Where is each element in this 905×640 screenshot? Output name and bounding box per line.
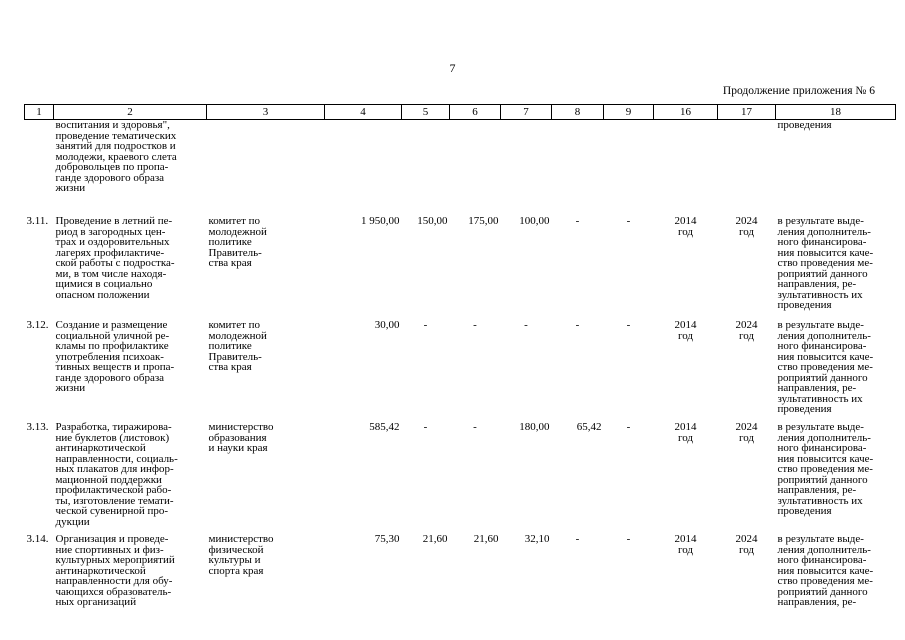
row-col7: 100,00 [519,215,550,227]
col-header-4: 4 [325,105,402,120]
col-header-7: 7 [501,105,552,120]
col-header-2: 2 [54,105,207,120]
row-col7: 32,10 [524,533,550,545]
row-start-cell [654,422,718,534]
row-name-cell [54,120,207,217]
row-col5: 21,60 [422,533,448,545]
row-start-year: 2014 год [674,421,697,444]
row-col5 [402,120,450,217]
row-end-cell [718,534,776,624]
row-result: в результате выде- ления дополнитель- ного финансирова- ния повысится каче- ство проведения ме- роприятий данного направления, ре- зультативность их проведения [777,215,874,311]
row-col9: - [626,215,631,227]
col-header-9: 9 [604,105,654,120]
row-result-cell [776,320,896,422]
row-start-year: 2014 год [674,533,697,556]
row-col6: - [473,319,477,331]
row-col7 [501,120,552,217]
table-row [25,422,896,534]
row-result-cell [776,216,896,320]
row-end-cell [718,216,776,320]
row-total: 30,00 [374,319,400,331]
row-col5: - [423,319,428,331]
row-col8: - [575,215,580,227]
row-start-cell [654,120,718,217]
table-row [25,534,896,624]
row-col6: 175,00 [468,215,499,227]
row-executor-cell [207,422,325,534]
row-name-cell [54,320,207,422]
row-name: Проведение в летний пе- риод в загородных цен- трах и оздоровительных лагерях профилактиче- ской работы с подростка- ми, в том числе находя- щимися в социально опасном положении [55,215,175,301]
row-end-cell [718,422,776,534]
row-col9: - [626,421,631,433]
col-header-8: 8 [552,105,604,120]
col-header-18: 18 [776,105,896,120]
row-col9: - [626,533,631,545]
row-start-cell [654,534,718,624]
row-executor: комитет по молодежной политике Правитель- ства края [208,215,267,269]
col-header-5: 5 [402,105,450,120]
row-end-year: 2024 год [735,421,758,444]
row-result: в результате выде- ления дополнитель- ного финансирова- ния повысится каче- ство проведения ме- роприятий данного направления, ре- зультативность их проведения [777,319,874,415]
row-name-cell [54,422,207,534]
row-executor: министерство образования и науки края [208,421,274,454]
row-total [325,120,402,217]
table-row [25,216,896,320]
row-col7: - [524,319,528,331]
row-number: 3.12. [26,319,49,331]
col-header-16: 16 [654,105,718,120]
continuation-label: Продолжение приложения № 6 [722,85,875,97]
row-executor-cell [207,320,325,422]
table-row [25,120,896,217]
row-total: 1 950,00 [361,215,400,227]
row-number: 3.11. [26,215,49,227]
row-col7: 180,00 [519,421,550,433]
row-executor: министерство физической культуры и спорта края [208,533,274,577]
row-number [25,120,54,217]
row-name: Организация и проведе- ние спортивных и физ- культурных мероприятий антинаркотической направленности для обу- чающихся образователь- ных организаций [55,533,175,608]
row-col8: 65,42 [576,421,602,433]
row-col5: 150,00 [417,215,448,227]
row-number: 3.13. [26,421,49,433]
row-end-year: 2024 год [735,215,758,238]
row-col6: 21,60 [473,533,499,545]
row-name: Создание и размещение социальной уличной ре- кламы по профилактике употребления психоак- тивных веществ и пропа- ганде здорового образа жизни [55,319,175,394]
row-executor-cell [207,120,325,217]
row-end-cell [718,120,776,217]
row-result-cell [776,120,896,217]
row-start-cell [654,320,718,422]
row-col8: - [575,319,580,331]
row-col9 [604,120,654,217]
row-end-cell [718,320,776,422]
row-number: 3.14. [26,533,49,545]
col-header-6: 6 [450,105,501,120]
row-result: в результате выде- ления дополнитель- ного финансирова- ния повысится каче- ство проведения ме- роприятий данного направления, ре- [777,533,874,608]
row-name-cell [54,216,207,320]
row-total: 585,42 [369,421,400,433]
row-executor-cell [207,534,325,624]
row-col5: - [423,421,428,433]
row-start-cell [654,216,718,320]
row-result: в результате выде- ления дополнитель- ного финансирова- ния повысится каче- ство проведения ме- роприятий данного направления, ре- зультативность их проведения [777,421,874,517]
header-row [25,105,896,120]
row-result: проведения [777,119,832,131]
row-result-cell [776,422,896,534]
col-header-1: 1 [25,105,54,120]
row-col6 [450,120,501,217]
row-executor: комитет по молодежной политике Правитель- ства края [208,319,267,373]
row-col9: - [626,319,631,331]
row-name: Разработка, тиражирова- ние буклетов (листовок) антинаркотической направленности, социаль- ных плакатов для инфор- мационной поддержки профилактической рабо- ты, изготовление темати- ческой сувенирной про- дукции [55,421,178,528]
row-col8: - [575,533,580,545]
col-header-3: 3 [207,105,325,120]
row-start-year: 2014 год [674,215,697,238]
appendix-table [24,104,896,624]
row-result-cell [776,534,896,624]
row-name: воспитания и здоровья", проведение тематических занятий для подростков и молодежи, краевого слета добровольцев по пропа- ганде здорового образа жизни [55,119,177,194]
table-row [25,320,896,422]
page-number: 7 [449,61,456,75]
row-col6: - [473,421,477,433]
row-col8 [552,120,604,217]
row-name-cell [54,534,207,624]
col-header-17: 17 [718,105,776,120]
row-end-year: 2024 год [735,319,758,342]
row-end-year: 2024 год [735,533,758,556]
row-total: 75,30 [374,533,400,545]
row-executor-cell [207,216,325,320]
row-start-year: 2014 год [674,319,697,342]
